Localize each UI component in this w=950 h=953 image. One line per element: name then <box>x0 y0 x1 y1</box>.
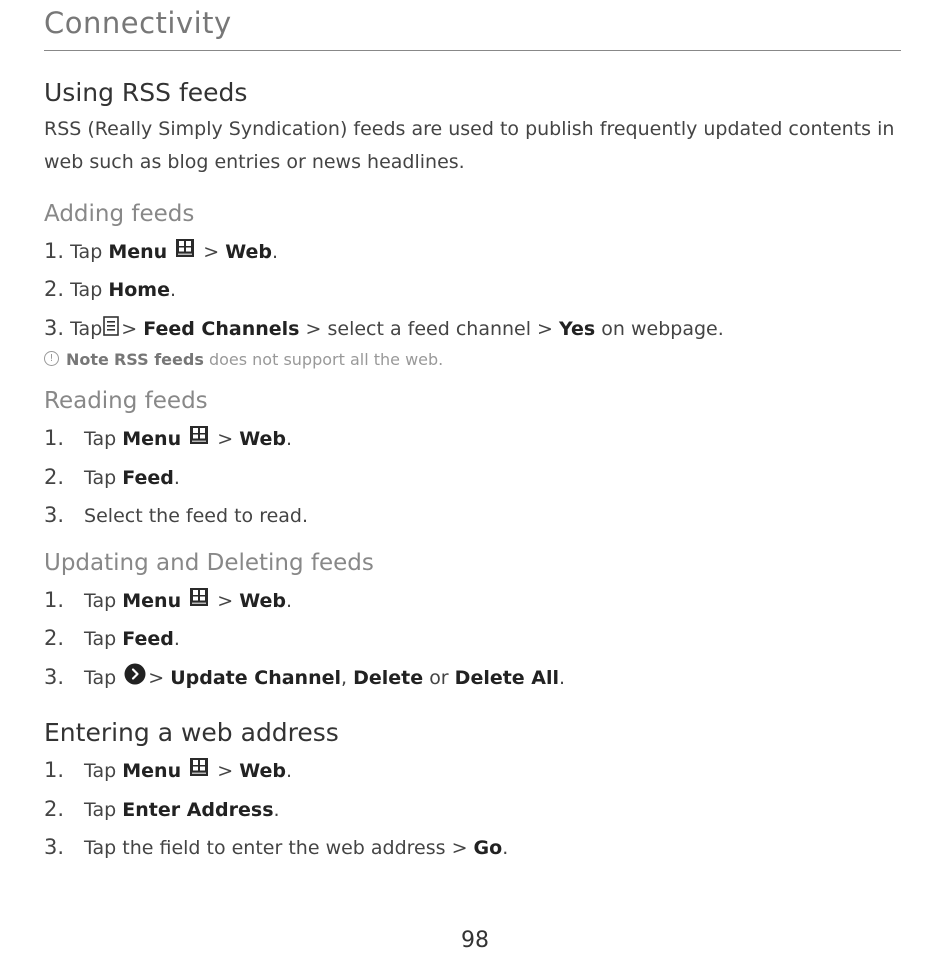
address-step-1: 1. Tap Menu > Web. <box>44 758 293 782</box>
step-number: 2. <box>44 626 65 650</box>
chapter-title: Connectivity <box>44 6 232 40</box>
arrow-circle-icon <box>124 663 146 690</box>
header-divider <box>44 50 901 51</box>
menu-key-icon <box>189 587 209 612</box>
updating-step-3: 3. Tap > Update Channel, Delete or Delete All. <box>44 665 566 689</box>
section-title-address: Entering a web address <box>44 718 339 747</box>
reading-step-1: 1. Tap Menu > Web. <box>44 426 293 450</box>
rss-intro-paragraph: RSS (Really Simply Syndication) feeds are used to publish frequently updated contents in web such as blog entries or news headlines. <box>44 118 895 173</box>
address-step-2: 2. Tap Enter Address. <box>44 797 280 821</box>
page-number: 98 <box>461 928 489 953</box>
step-number: 3. <box>44 665 65 689</box>
reading-step-2: 2. Tap Feed. <box>44 465 180 489</box>
menu-key-icon <box>189 425 209 450</box>
adding-step-3: 3. Tap > Feed Channels > select a feed channel > Yes on webpage. <box>44 316 724 340</box>
step-number: 3. <box>44 316 65 340</box>
subsection-title-updating: Updating and Deleting feeds <box>44 550 374 576</box>
updating-step-1: 1. Tap Menu > Web. <box>44 588 293 612</box>
address-step-3: 3. Tap the field to enter the web address > Go. <box>44 835 509 859</box>
note-rss-support: ! Note RSS feeds does not support all the web. <box>44 350 443 369</box>
menu-key-icon <box>175 238 195 263</box>
step-number: 1. <box>44 758 65 782</box>
step-number: 3. <box>44 835 65 859</box>
adding-step-1: 1. Tap Menu > Web. <box>44 239 279 263</box>
step-number: 1. <box>44 588 65 612</box>
section-title-rss: Using RSS feeds <box>44 78 248 107</box>
step-number: 3. <box>44 503 65 527</box>
note-info-icon: ! <box>44 351 59 366</box>
subsection-title-reading: Reading feeds <box>44 388 208 414</box>
step-number: 2. <box>44 797 65 821</box>
step-number: 1. <box>44 239 65 263</box>
feed-options-icon <box>103 316 119 341</box>
subsection-title-adding: Adding feeds <box>44 201 195 227</box>
step-number: 1. <box>44 426 65 450</box>
step-number: 2. <box>44 465 65 489</box>
menu-key-icon <box>189 757 209 782</box>
updating-step-2: 2. Tap Feed. <box>44 626 180 650</box>
adding-step-2: 2. Tap Home. <box>44 277 176 301</box>
reading-step-3: 3. Select the feed to read. <box>44 503 309 527</box>
step-number: 2. <box>44 277 65 301</box>
